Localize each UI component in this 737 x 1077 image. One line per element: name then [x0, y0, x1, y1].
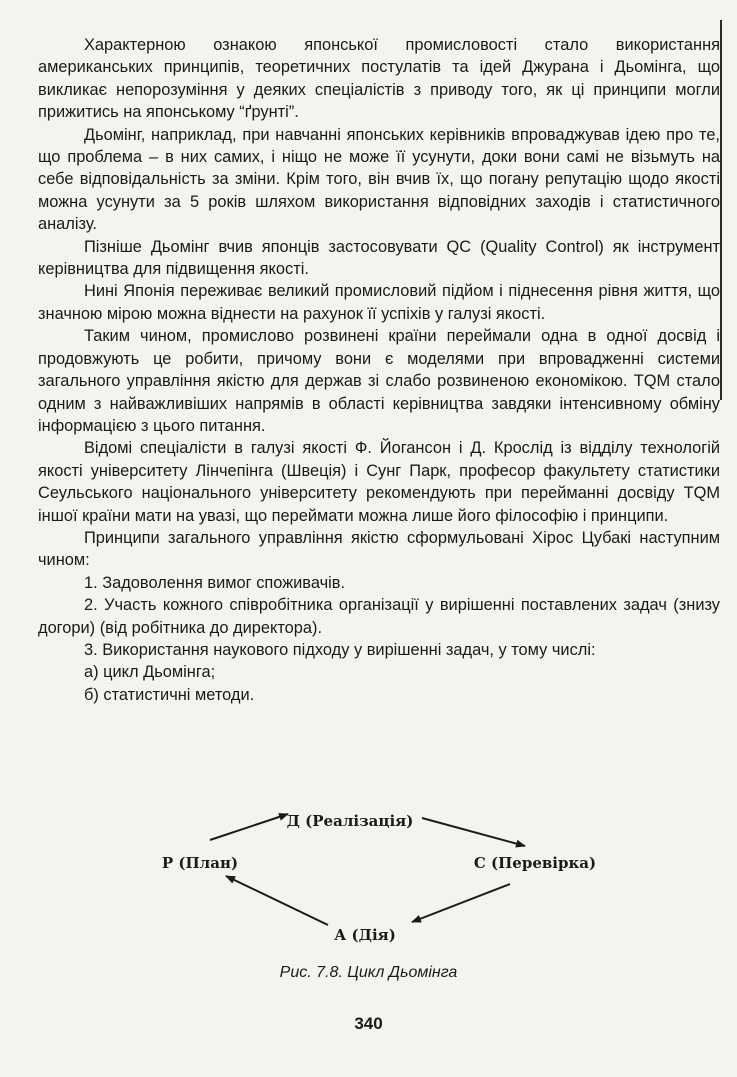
node-do: Д (Реалізація) — [286, 812, 414, 830]
deming-cycle-svg — [150, 800, 610, 950]
list-item: 2. Участь кожного співробітника організації у вирішенні поставлених задач (знизу догори) (від робітника до директора). — [38, 596, 720, 637]
paragraph: Нині Японія переживає великий промисловий підйом і піднесення рівня життя, що значною мірою можна віднести на рахунок її успіхів у галузі якості. — [38, 282, 720, 323]
deming-cycle-diagram — [150, 800, 610, 950]
page-edge-line — [720, 20, 722, 400]
list-item: 3. Використання наукового підходу у вирішенні задач, у тому числі: — [84, 640, 596, 659]
node-plan: Р (План) — [161, 854, 239, 872]
arrow-plan-to-do — [210, 814, 288, 840]
paragraph: Принципи загального управління якістю сформульовані Хірос Цубакі наступним чином: — [38, 528, 720, 570]
page-number: 340 — [354, 1014, 383, 1033]
paragraph: Характерною ознакою японської промисловості стало використання американських принципів, теоретичних постулатів та ідей Джурана і Дьомінга, що викликає непорозуміння у деяких спеціалістів з приводу того, як ці принципи могли прижитись на японському “ґрунті”. — [38, 36, 720, 122]
paragraph: Відомі спеціалісти в галузі якості Ф. Йогансон і Д. Кpослід із відділу технологій якості університету Лінчепінга (Швеція) і Сунг Парк, професор факультету статистики Сеульського національного університету рекомендують при перейманні досвіду TQM іншої країни мати на увазі, що переймати можна лише його філософію і принципи. — [38, 439, 720, 525]
arrow-act-to-plan — [226, 876, 328, 925]
body-text — [38, 34, 720, 706]
arrow-check-to-act — [412, 884, 510, 922]
arrow-do-to-check — [422, 818, 525, 846]
list-item: 1. Задоволення вимог споживачів. — [84, 573, 346, 592]
figure-caption: Рис. 7.8. Цикл Дьомінга — [279, 964, 458, 981]
node-act: А (Дія) — [334, 926, 396, 944]
list-item: б) статистичні методи. — [84, 685, 255, 704]
paragraph: Таким чином, промислово розвинені країни переймали одна в одної досвід і продовжують це робити, причому вони є моделями при впровадженні системи загального управління якістю для держав зі слабо розвиненою економікою. TQM стало одним з найважливіших напрямів в області керівництва завдяки інтенсивному обміну інформацією з цього питання. — [38, 327, 720, 435]
node-check: С (Перевірка) — [473, 854, 597, 872]
paragraph: Пізніше Дьомінг вчив японців застосовувати QC (Quality Control) як інструмент керівництва для підвищення якості. — [38, 237, 720, 279]
paragraph: Дьомінг, наприклад, при навчанні японських керівників впроваджував ідею про те, що проблема – в них самих, і ніщо не може її усунути, доки вони самі не візьмуть на себе відповідальність за зміни. Крім того, він вчив їх, що погану репутацію щодо якості можна усунути за 5 років шляхом використання відповідних заходів і статистичного аналізу. — [38, 125, 720, 234]
list-item: а) цикл Дьомінга; — [84, 663, 216, 682]
